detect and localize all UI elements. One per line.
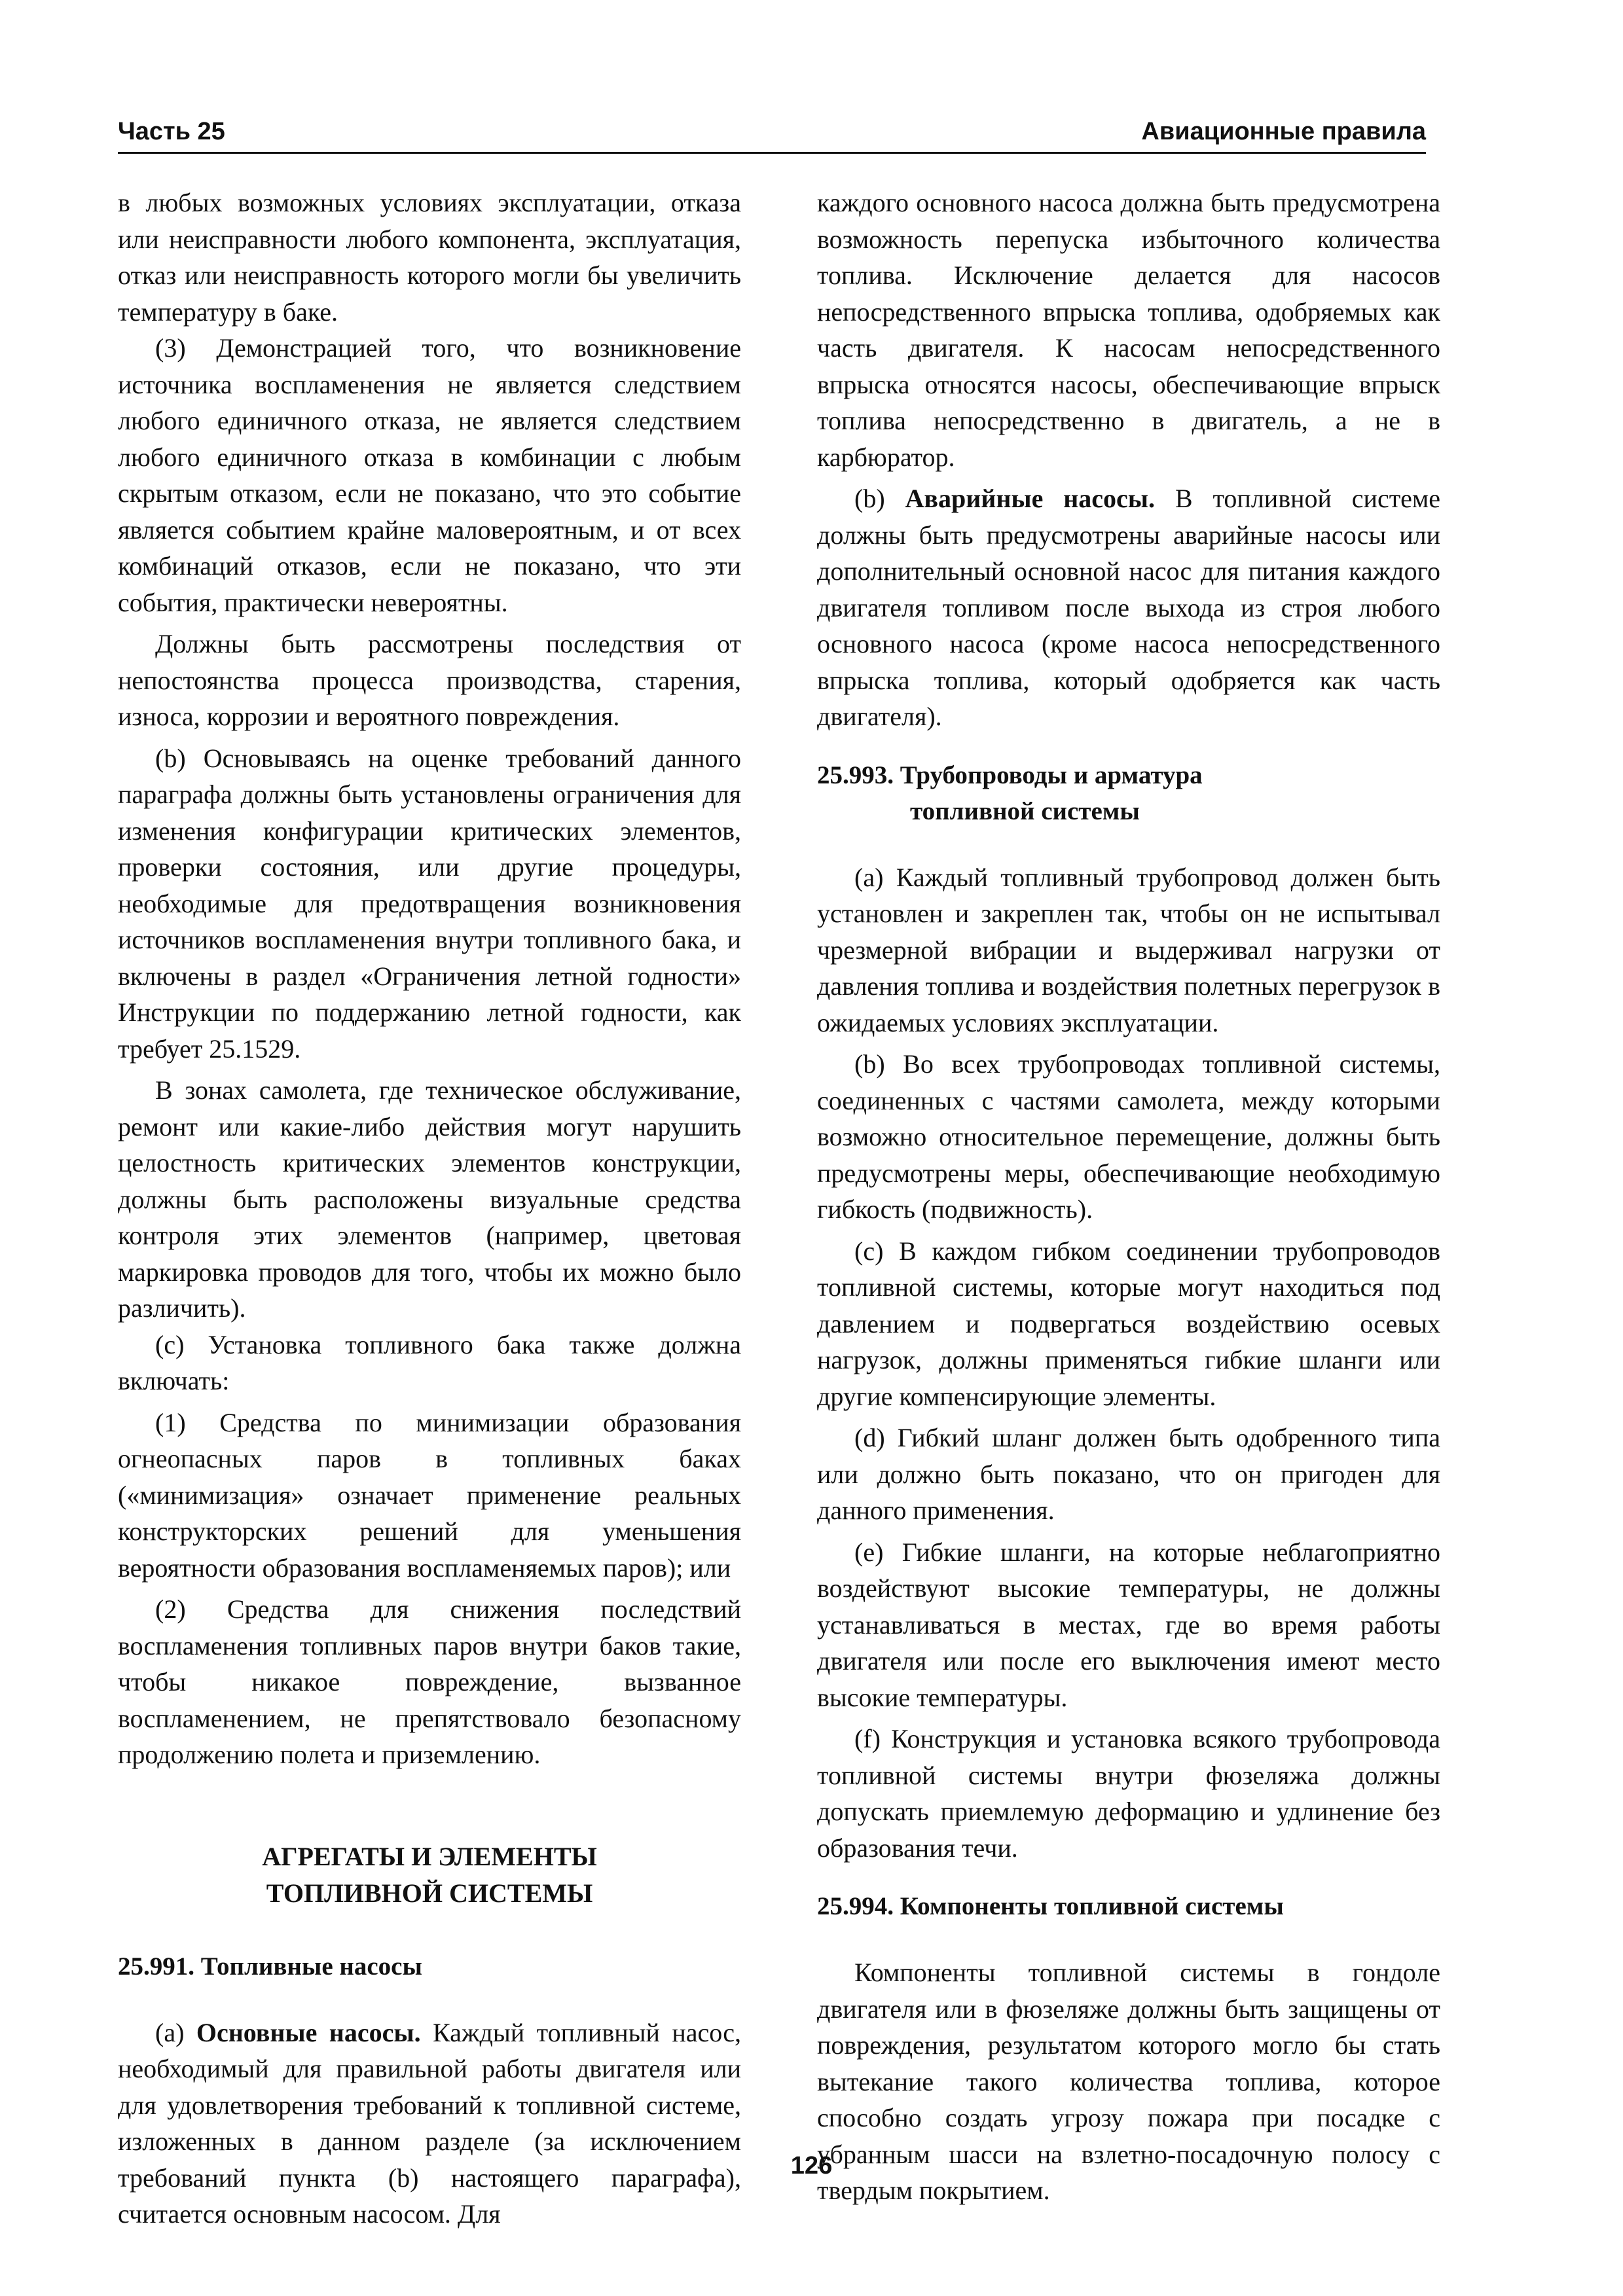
item-label: (b) xyxy=(854,484,885,513)
paragraph: В зонах самолета, где техническое обслуживание, ремонт или какие-либо действия могут нарушить целостность критических элементов конструкции, должны быть расположены визуальные средства контроля этих элементов (например, цветовая маркировка проводов для того, чтобы их можно было различить). xyxy=(118,1075,741,1323)
paragraph: (3) Демонстрацией того, что возникновение источника воспламенения не является следствием любого единичного отказа, не является следствием любого единичного отказа в комбинации с любым скрытым отказом, если не показано, что это событие является событием крайне маловероятным, и от всех комбинаций отказов, если не показано, что эти события, практически невероятны. xyxy=(118,333,741,617)
paragraph: Должны быть рассмотрены последствия от непостоянства процесса производства, старения, износа, коррозии и вероятного повреждения. xyxy=(118,629,741,731)
section-title-line: АГРЕГАТЫ И ЭЛЕМЕНТЫ xyxy=(262,1841,597,1871)
bold-term: Аварийные насосы. xyxy=(905,484,1156,513)
left-column xyxy=(118,185,741,2233)
paragraph-heading-25-991: 25.991. Топливные насосы xyxy=(118,1952,422,1981)
paragraph-text: Каждый топливный насос, необходимый для правильной работы двигателя или для удовлетворения требований к топливной системе, изложенных в данном разделе (за исключением требований пункта (b) настоящего параграфа), считается основным насосом. Для xyxy=(118,2017,741,2229)
header-part-label: Часть 25 xyxy=(118,118,225,145)
paragraph-heading-25-993 xyxy=(817,757,1440,829)
running-header xyxy=(118,111,1426,154)
paragraph: (a) Каждый топливный трубопровод должен быть установлен и закреплен так, чтобы он не испытывал чрезмерной вибрации и выдерживал нагрузки от давления топлива и воздействия полетных перегрузок в ожидаемых условиях эксплуатации. xyxy=(817,862,1440,1037)
bold-term: Основные насосы. xyxy=(196,2017,421,2047)
paragraph xyxy=(817,480,1440,735)
paragraph: (1) Средства по минимизации образования огнеопасных паров в топливных баках («минимизация» означает применение реальных конструкторских решений для уменьшения вероятности образования воспламеняемых паров); или xyxy=(118,1407,741,1583)
page-number: 126 xyxy=(790,2152,833,2179)
right-column xyxy=(817,185,1440,2209)
section-title-line: ТОПЛИВНОЙ СИСТЕМЫ xyxy=(266,1878,593,1908)
paragraph: в любых возможных условиях эксплуатации, отказа или неисправности любого компонента, эксплуатация, отказ или неисправность которого могли бы увеличить температуру в баке. xyxy=(118,188,741,327)
paragraph: (d) Гибкий шланг должен быть одобренного типа или должно быть показано, что он пригоден для данного применения. xyxy=(817,1423,1440,1525)
heading-line: топливной системы xyxy=(910,797,1140,825)
paragraph: (b) Во всех трубопроводах топливной системы, соединенных с частями самолета, между которыми возможно относительное перемещение, должны быть предусмотрены меры, обеспечивающие необходимую гибкость (подвижность). xyxy=(817,1049,1440,1224)
section-title xyxy=(118,1839,741,1912)
paragraph: (c) В каждом гибком соединении трубопроводов топливной системы, которые могут находиться под давлением и подвергаться воздействию осевых нагрузок, должны применяться гибкие шланги или другие компенсирующие элементы. xyxy=(817,1236,1440,1411)
heading-line: 25.993. Трубопроводы и арматура xyxy=(817,761,1203,789)
item-label: (a) xyxy=(155,2017,185,2047)
header-title: Авиационные правила xyxy=(1141,118,1426,145)
paragraph-text: В топливной системе должны быть предусмотрены аварийные насосы или дополнительный основной насос для питания каждого двигателя топливом после выхода из строя любого основного насоса (кроме насоса непосредственного впрыска топлива, который одобряется как часть двигателя). xyxy=(817,484,1440,731)
paragraph: (e) Гибкие шланги, на которые неблагоприятно воздействуют высокие температуры, не должны устанавливаться в местах, где во время работы двигателя или после его выключения имеют место высокие температуры. xyxy=(817,1537,1440,1712)
paragraph: (c) Установка топливного бака также должна включать: xyxy=(118,1329,741,1395)
paragraph: (2) Средства для снижения последствий воспламенения топливных паров внутри баков такие, чтобы никакое повреждение, вызванное воспламенением, не препятствовало безопасному продолжению полета и приземлению. xyxy=(118,1594,741,1769)
paragraph: (f) Конструкция и установка всякого трубопровода топливной системы внутри фюзеляжа должны допускать приемлемую деформацию и удлинение без образования течи. xyxy=(817,1724,1440,1863)
paragraph xyxy=(118,2015,741,2233)
paragraph-heading-25-994: 25.994. Компоненты топливной системы xyxy=(817,1892,1284,1920)
paragraph: Компоненты топливной системы в гондоле двигателя или в фюзеляже должны быть защищены от повреждения, результатом которого могло бы стать вытекание такого количества топлива, которое способно создать угрозу пожара при посадке с убранным шасси на взлетно-посадочную полосу с твердым покрытием. xyxy=(817,1958,1440,2205)
paragraph: (b) Основываясь на оценке требований данного параграфа должны быть установлены ограничения для изменения конфигурации критических элементов, проверки состояния, или другие процедуры, необходимые для предотвращения возникновения источников воспламенения внутри топливного бака, и включены в раздел «Ограничения летной годности» Инструкции по поддержанию летной годности, как требует 25.1529. xyxy=(118,743,741,1064)
paragraph: каждого основного насоса должна быть предусмотрена возможность перепуска избыточного количества топлива. Исключение делается для насосов непосредственного впрыска топлива, одобряемых как часть двигателя. К насосам непосредственного впрыска относятся насосы, обеспечивающие впрыск топлива непосредственно в двигатель, а не в карбюратор. xyxy=(817,188,1440,472)
